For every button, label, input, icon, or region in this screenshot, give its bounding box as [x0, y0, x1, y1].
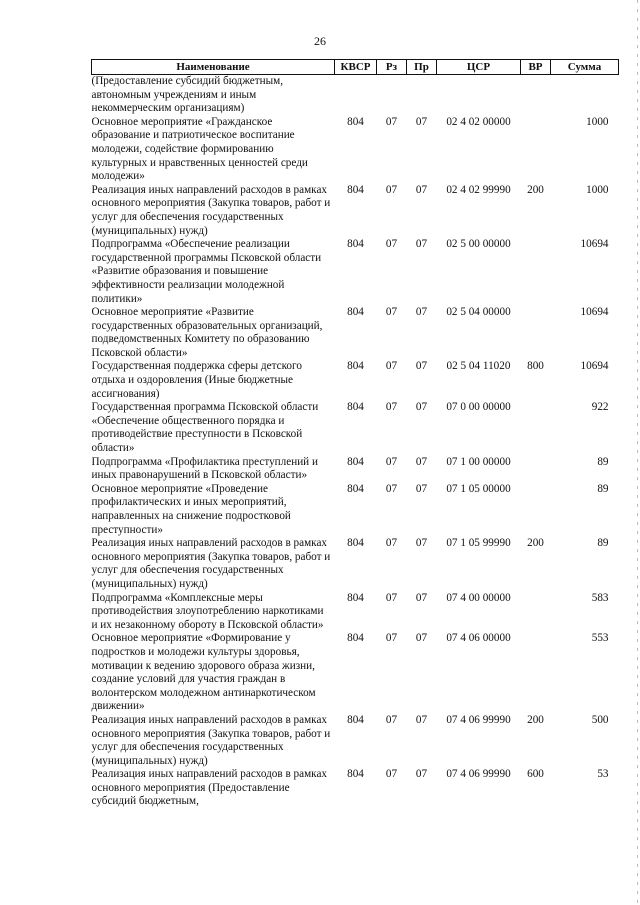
row-csr: 02 5 00 00000 — [446, 238, 511, 251]
row-sum: 89 — [597, 455, 609, 468]
header-csr: ЦСР — [437, 60, 521, 75]
row-sum: 10694 — [580, 306, 609, 319]
row-rz: 07 — [385, 238, 398, 251]
row-csr: 02 4 02 00000 — [446, 115, 511, 128]
row-name: Основное мероприятие «Формирование у подростков и молодежи культуры здоровья, мотивации к ведению здорового образа жизни, создание условий для участия граждан в волонтерском молодежном антинаркотическом движении» — [91, 632, 316, 713]
row-vr: 200 — [527, 183, 544, 196]
row-pr: 07 — [415, 115, 428, 128]
row-rz: 07 — [385, 632, 398, 645]
table-row — [92, 632, 619, 714]
row-sum: 10694 — [580, 360, 609, 373]
row-vr — [521, 116, 551, 184]
row-vr: 800 — [527, 360, 544, 373]
row-pr: 07 — [415, 360, 428, 373]
row-csr: 07 4 06 99990 — [446, 713, 511, 726]
table-row — [92, 306, 619, 360]
row-csr: 07 1 05 99990 — [446, 537, 511, 550]
row-name: Государственная поддержка сферы детского отдыха и оздоровления (Иные бюджетные ассигнования) — [91, 360, 302, 400]
row-pr: 07 — [415, 482, 428, 495]
row-rz: 07 — [385, 115, 398, 128]
row-vr — [521, 306, 551, 360]
row-pr: 07 — [415, 768, 428, 781]
row-kvsr: 804 — [347, 768, 364, 781]
row-sum: 10694 — [580, 238, 609, 251]
row-kvsr: 804 — [347, 306, 364, 319]
scan-edge-line — [637, 0, 638, 905]
row-rz: 07 — [385, 482, 398, 495]
row-rz: 07 — [385, 183, 398, 196]
row-name: Подпрограмма «Комплексные меры противодействия злоупотреблению наркотиками и их незаконному обороту в Псковской области» — [91, 591, 324, 631]
header-kvsr: КВСР — [335, 60, 377, 75]
table-row — [92, 401, 619, 455]
row-rz: 07 — [385, 591, 398, 604]
row-name: Основное мероприятие «Развитие государственных образовательных организаций, подведомственных Комитету по образованию Псковской области» — [91, 306, 323, 359]
header-pr: Пр — [407, 60, 437, 75]
header-vr: ВР — [521, 60, 551, 75]
row-csr: 07 4 06 00000 — [446, 632, 511, 645]
row-kvsr: 804 — [347, 537, 364, 550]
row-kvsr: 804 — [347, 238, 364, 251]
row-pr: 07 — [415, 306, 428, 319]
row-sum: 500 — [591, 713, 609, 726]
page-number: 26 — [314, 34, 326, 48]
row-name: Основное мероприятие «Проведение профилактических и иных мероприятий, направленных на снижение подростковой преступности» — [91, 482, 291, 536]
table-body — [92, 75, 619, 810]
row-pr: 07 — [415, 183, 428, 196]
row-sum: 1000 — [586, 115, 609, 128]
row-csr: 02 5 04 11020 — [446, 360, 511, 373]
row-csr: 07 4 06 99990 — [446, 768, 511, 781]
row-kvsr: 804 — [347, 183, 364, 196]
row-vr: 200 — [527, 713, 544, 726]
row-pr: 07 — [415, 401, 428, 414]
row-vr — [521, 456, 551, 483]
row-sum — [551, 75, 619, 116]
row-name: Подпрограмма «Обеспечение реализации государственной программы Псковской области «Развитие образования и повышение эффективности реализации молодежной политики» — [91, 238, 322, 305]
row-csr: 02 4 02 99990 — [446, 183, 511, 196]
row-csr: 07 4 00 00000 — [446, 591, 511, 604]
row-vr: 200 — [527, 537, 544, 550]
row-sum: 53 — [597, 768, 609, 781]
row-kvsr: 804 — [347, 360, 364, 373]
table-row — [92, 360, 619, 401]
row-name: Реализация иных направлений расходов в рамках основного мероприятия (Закупка товаров, работ и услуг для обеспечения государственных (муниципальных) нужд) — [91, 537, 331, 590]
row-name: Подпрограмма «Профилактика преступлений и иных правонарушений в Псковской области» — [91, 455, 318, 482]
table-row — [92, 537, 619, 591]
table-row — [92, 714, 619, 768]
row-kvsr: 804 — [347, 713, 364, 726]
row-rz: 07 — [385, 713, 398, 726]
row-vr — [521, 401, 551, 455]
row-rz: 07 — [385, 455, 398, 468]
row-pr: 07 — [415, 632, 428, 645]
row-sum: 1000 — [586, 183, 609, 196]
table-row — [92, 592, 619, 633]
header-rz: Рз — [377, 60, 407, 75]
row-kvsr: 804 — [347, 482, 364, 495]
row-vr — [521, 483, 551, 537]
table-row — [92, 456, 619, 483]
row-sum: 583 — [591, 591, 609, 604]
row-kvsr: 804 — [347, 455, 364, 468]
row-kvsr: 804 — [347, 115, 364, 128]
row-csr: 07 0 00 00000 — [446, 401, 511, 414]
row-name: Реализация иных направлений расходов в рамках основного мероприятия (Предоставление субсидий бюджетным, — [91, 768, 328, 808]
table-row — [92, 238, 619, 306]
budget-table-container — [91, 59, 618, 809]
row-kvsr: 804 — [347, 401, 364, 414]
row-pr: 07 — [415, 238, 428, 251]
row-rz: 07 — [385, 360, 398, 373]
row-sum: 553 — [591, 632, 609, 645]
row-csr: 07 1 05 00000 — [446, 482, 511, 495]
row-name: Государственная программа Псковской области «Обеспечение общественного порядка и противодействие преступности в Псковской области» — [91, 401, 319, 455]
row-rz: 07 — [385, 768, 398, 781]
header-name: Наименование — [92, 60, 335, 75]
row-name: Реализация иных направлений расходов в рамках основного мероприятия (Закупка товаров, работ и услуг для обеспечения государственных (муниципальных) нужд) — [91, 183, 331, 237]
header-sum: Сумма — [551, 60, 619, 75]
row-rz — [377, 75, 407, 116]
table-row — [92, 768, 619, 809]
row-name: (Предоставление субсидий бюджетным, автономным учреждениям и иным некоммерческим организациям) — [91, 75, 284, 115]
row-pr: 07 — [415, 537, 428, 550]
row-name: Основное мероприятие «Гражданское образование и патриотическое воспитание молодежи, содействие формированию культурных и нравственных ценностей среди молодежи» — [91, 115, 308, 183]
row-sum: 922 — [591, 401, 609, 414]
table-row — [92, 116, 619, 184]
row-kvsr: 804 — [347, 591, 364, 604]
row-vr — [521, 75, 551, 116]
row-pr: 07 — [415, 455, 428, 468]
row-csr: 02 5 04 00000 — [446, 306, 511, 319]
row-rz: 07 — [385, 401, 398, 414]
row-rz: 07 — [385, 306, 398, 319]
row-kvsr — [335, 75, 377, 116]
row-vr: 600 — [527, 768, 544, 781]
row-sum: 89 — [597, 482, 609, 495]
row-kvsr: 804 — [347, 632, 364, 645]
row-sum: 89 — [597, 537, 609, 550]
row-pr: 07 — [415, 713, 428, 726]
row-name: Реализация иных направлений расходов в рамках основного мероприятия (Закупка товаров, работ и услуг для обеспечения государственных (муниципальных) нужд) — [91, 713, 331, 767]
table-row — [92, 75, 619, 116]
row-vr — [521, 238, 551, 306]
row-vr — [521, 592, 551, 633]
table-row — [92, 483, 619, 537]
table-header-row — [92, 60, 619, 75]
row-csr: 07 1 00 00000 — [446, 455, 511, 468]
row-csr — [437, 75, 521, 116]
row-vr — [521, 632, 551, 714]
row-pr — [407, 75, 437, 116]
budget-table — [91, 59, 619, 809]
row-rz: 07 — [385, 537, 398, 550]
table-row — [92, 184, 619, 238]
row-pr: 07 — [415, 591, 428, 604]
